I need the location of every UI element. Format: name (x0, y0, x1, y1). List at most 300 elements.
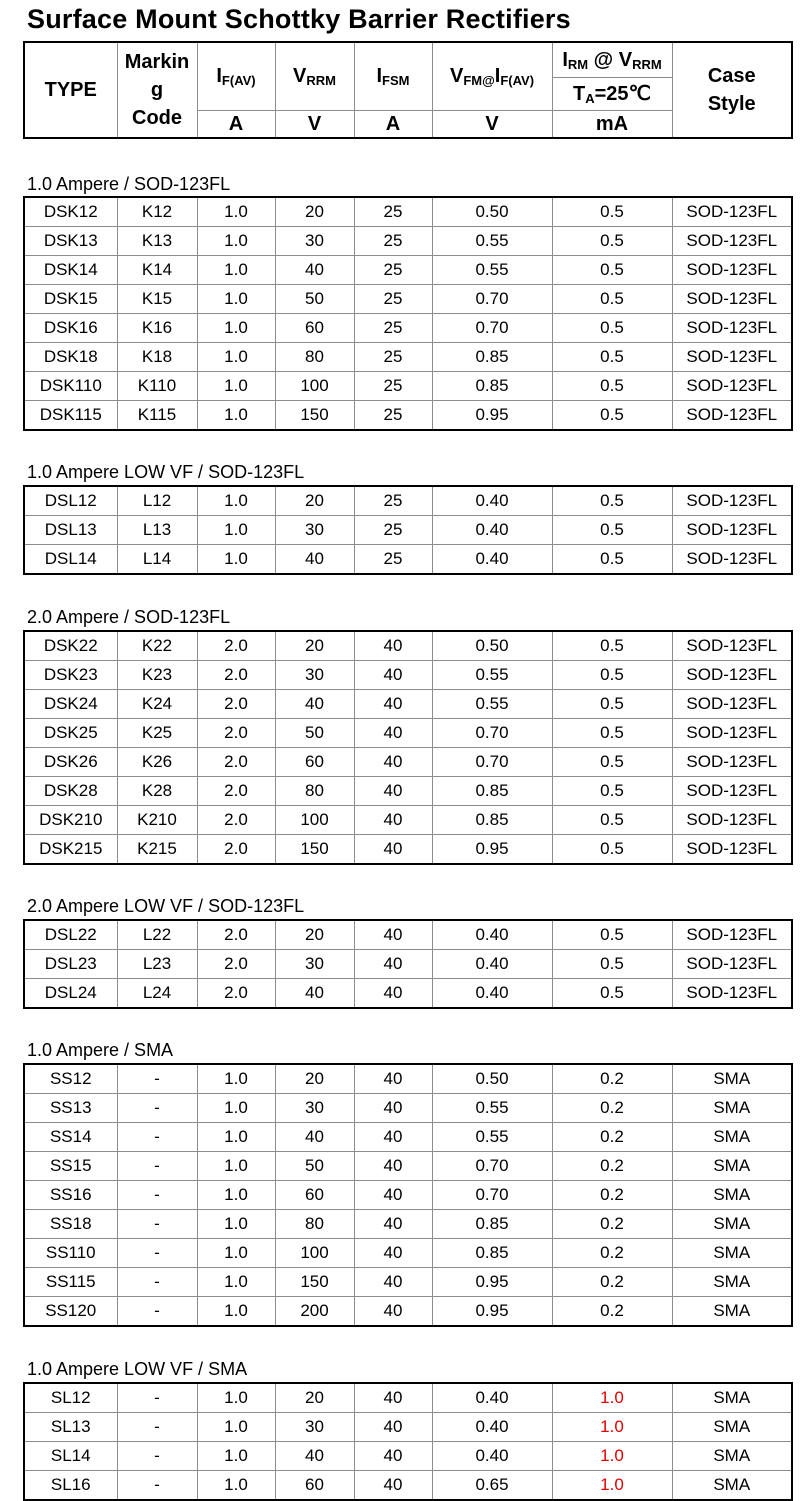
table-cell: DSL14 (24, 545, 117, 575)
table-cell: 40 (354, 1064, 432, 1094)
table-cell: 0.5 (552, 545, 672, 575)
table-cell: 1.0 (197, 1442, 275, 1471)
header-unit: mA (552, 110, 672, 138)
table-cell: - (117, 1181, 197, 1210)
table-cell: 40 (354, 631, 432, 661)
table-cell: 0.5 (552, 661, 672, 690)
table-cell: 0.2 (552, 1297, 672, 1327)
table-row (24, 197, 792, 227)
table-cell: L23 (117, 950, 197, 979)
table-cell: 150 (275, 1268, 354, 1297)
table-cell: 40 (354, 1123, 432, 1152)
table-cell: 80 (275, 1210, 354, 1239)
table-cell: 2.0 (197, 777, 275, 806)
table-cell: 40 (354, 1094, 432, 1123)
table-cell: 1.0 (197, 1413, 275, 1442)
table-row (24, 256, 792, 285)
table-cell: 20 (275, 486, 354, 516)
table-cell: 0.85 (432, 1210, 552, 1239)
table-cell: 0.55 (432, 1094, 552, 1123)
table-cell: - (117, 1297, 197, 1327)
table-cell: 20 (275, 631, 354, 661)
table-cell: SS14 (24, 1123, 117, 1152)
table-cell: 0.40 (432, 979, 552, 1009)
table-cell: 1.0 (552, 1442, 672, 1471)
table-cell: 30 (275, 1413, 354, 1442)
table-cell: K215 (117, 835, 197, 865)
table-cell: SOD-123FL (672, 343, 792, 372)
table-cell: DSK25 (24, 719, 117, 748)
table-cell: 2.0 (197, 661, 275, 690)
table-cell: SOD-123FL (672, 372, 792, 401)
table-cell: SOD-123FL (672, 690, 792, 719)
table-cell: K28 (117, 777, 197, 806)
table-cell: 1.0 (197, 372, 275, 401)
table-row (24, 661, 792, 690)
table-cell: 25 (354, 256, 432, 285)
table-cell: DSK23 (24, 661, 117, 690)
header-vrrm: $V_{RRM}$ (275, 42, 354, 110)
table-row (24, 1152, 792, 1181)
table-cell: SMA (672, 1064, 792, 1094)
table-cell: L13 (117, 516, 197, 545)
table-cell: 0.5 (552, 516, 672, 545)
table-cell: 0.70 (432, 285, 552, 314)
table-row (24, 1413, 792, 1442)
table-cell: K14 (117, 256, 197, 285)
table-cell: 0.5 (552, 920, 672, 950)
table-row (24, 516, 792, 545)
table-cell: SL16 (24, 1471, 117, 1501)
table-cell: 40 (275, 979, 354, 1009)
table-cell: 25 (354, 197, 432, 227)
table-cell: 0.70 (432, 1152, 552, 1181)
table-cell: SS15 (24, 1152, 117, 1181)
table-row (24, 314, 792, 343)
section-table (23, 919, 793, 1009)
table-cell: 1.0 (197, 314, 275, 343)
table-row (24, 1094, 792, 1123)
table-cell: 0.55 (432, 690, 552, 719)
table-cell: DSK15 (24, 285, 117, 314)
table-cell: SL13 (24, 1413, 117, 1442)
table-cell: 1.0 (197, 1239, 275, 1268)
table-cell: 1.0 (197, 227, 275, 256)
header-unit: V (432, 110, 552, 138)
table-cell: SL14 (24, 1442, 117, 1471)
table-cell: 50 (275, 285, 354, 314)
table-cell: DSK14 (24, 256, 117, 285)
section-title: 1.0 Ampere / SOD-123FL (27, 174, 231, 194)
header-unit: V (275, 110, 354, 138)
table-cell: SMA (672, 1442, 792, 1471)
table-cell: 2.0 (197, 920, 275, 950)
table-cell: 40 (354, 1413, 432, 1442)
table-cell: 1.0 (197, 1297, 275, 1327)
table-cell: SMA (672, 1268, 792, 1297)
table-cell: 40 (354, 719, 432, 748)
table-cell: 0.2 (552, 1210, 672, 1239)
table-cell: SS12 (24, 1064, 117, 1094)
table-cell: 0.5 (552, 719, 672, 748)
table-cell: SOD-123FL (672, 227, 792, 256)
header-case-style: Case Style (672, 42, 792, 138)
table-cell: SOD-123FL (672, 486, 792, 516)
table-row (24, 719, 792, 748)
table-cell: 40 (354, 748, 432, 777)
table-cell: 2.0 (197, 690, 275, 719)
table-cell: - (117, 1413, 197, 1442)
table-row (24, 285, 792, 314)
table-cell: 1.0 (197, 1123, 275, 1152)
table-cell: SOD-123FL (672, 835, 792, 865)
table-cell: 0.95 (432, 835, 552, 865)
table-cell: 40 (354, 1268, 432, 1297)
table-cell: 1.0 (197, 1383, 275, 1413)
table-cell: 0.40 (432, 1383, 552, 1413)
table-cell: 0.95 (432, 401, 552, 431)
table-cell: 0.95 (432, 1268, 552, 1297)
table-cell: 2.0 (197, 806, 275, 835)
table-cell: 60 (275, 314, 354, 343)
table-cell: 40 (354, 1210, 432, 1239)
table-cell: 25 (354, 285, 432, 314)
table-cell: 40 (275, 1123, 354, 1152)
table-cell: 0.5 (552, 777, 672, 806)
table-row (24, 1210, 792, 1239)
table-row (24, 920, 792, 950)
table-cell: 0.85 (432, 806, 552, 835)
table-cell: 40 (354, 835, 432, 865)
table-cell: - (117, 1383, 197, 1413)
table-cell: DSL24 (24, 979, 117, 1009)
table-cell: 2.0 (197, 748, 275, 777)
table-cell: SOD-123FL (672, 516, 792, 545)
table-row (24, 401, 792, 431)
table-cell: DSK28 (24, 777, 117, 806)
table-cell: 1.0 (197, 256, 275, 285)
table-row (24, 372, 792, 401)
table-cell: K18 (117, 343, 197, 372)
section-title: 2.0 Ampere LOW VF / SOD-123FL (27, 896, 305, 916)
table-cell: 0.55 (432, 256, 552, 285)
table-cell: 150 (275, 401, 354, 431)
table-cell: SMA (672, 1471, 792, 1501)
table-cell: K16 (117, 314, 197, 343)
table-row (24, 1471, 792, 1501)
table-cell: K25 (117, 719, 197, 748)
table-cell: SS115 (24, 1268, 117, 1297)
table-cell: DSL23 (24, 950, 117, 979)
table-row (24, 1181, 792, 1210)
table-cell: 100 (275, 806, 354, 835)
table-cell: 0.85 (432, 1239, 552, 1268)
table-cell: 30 (275, 1094, 354, 1123)
table-cell: 0.5 (552, 835, 672, 865)
table-cell: SMA (672, 1239, 792, 1268)
table-row (24, 343, 792, 372)
table-cell: 20 (275, 920, 354, 950)
table-cell: SS110 (24, 1239, 117, 1268)
table-cell: DSK13 (24, 227, 117, 256)
header-ifav: $I_{F(AV)}$ (197, 42, 275, 110)
table-cell: 25 (354, 516, 432, 545)
table-cell: 40 (354, 1239, 432, 1268)
table-cell: 25 (354, 343, 432, 372)
table-cell: 0.5 (552, 343, 672, 372)
table-cell: DSL13 (24, 516, 117, 545)
table-cell: 20 (275, 197, 354, 227)
table-cell: 2.0 (197, 719, 275, 748)
table-cell: K23 (117, 661, 197, 690)
table-cell: 1.0 (197, 1064, 275, 1094)
section-title: 2.0 Ampere / SOD-123FL (27, 607, 231, 627)
table-cell: 40 (275, 1442, 354, 1471)
table-cell: SOD-123FL (672, 545, 792, 575)
table-cell: K22 (117, 631, 197, 661)
table-cell: DSK210 (24, 806, 117, 835)
table-cell: K24 (117, 690, 197, 719)
table-cell: 40 (354, 1152, 432, 1181)
table-cell: 0.2 (552, 1064, 672, 1094)
table-cell: 60 (275, 748, 354, 777)
table-cell: SOD-123FL (672, 950, 792, 979)
table-cell: 25 (354, 227, 432, 256)
table-cell: K115 (117, 401, 197, 431)
table-cell: 0.2 (552, 1239, 672, 1268)
table-cell: 200 (275, 1297, 354, 1327)
table-cell: SMA (672, 1210, 792, 1239)
table-row (24, 1064, 792, 1094)
table-row (24, 806, 792, 835)
table-cell: 1.0 (197, 516, 275, 545)
table-cell: DSK18 (24, 343, 117, 372)
table-cell: 0.2 (552, 1268, 672, 1297)
table-cell: - (117, 1064, 197, 1094)
table-cell: 1.0 (197, 285, 275, 314)
section-table (23, 630, 793, 865)
table-cell: 0.55 (432, 661, 552, 690)
header-irm: $I_{RM}$ @ $V_{RRM}$ (552, 42, 672, 77)
table-cell: 20 (275, 1383, 354, 1413)
table-row (24, 1239, 792, 1268)
table-cell: 60 (275, 1471, 354, 1501)
table-row (24, 748, 792, 777)
table-cell: 30 (275, 516, 354, 545)
section-title: 1.0 Ampere LOW VF / SMA (27, 1359, 248, 1379)
table-cell: 0.2 (552, 1094, 672, 1123)
table-cell: 0.65 (432, 1471, 552, 1501)
table-row (24, 835, 792, 865)
table-cell: 0.50 (432, 197, 552, 227)
table-cell: 1.0 (197, 401, 275, 431)
table-cell: 40 (354, 690, 432, 719)
table-cell: 0.85 (432, 372, 552, 401)
section-title: 1.0 Ampere LOW VF / SOD-123FL (27, 462, 305, 482)
header-type: TYPE (24, 42, 117, 138)
table-row (24, 1268, 792, 1297)
table-cell: 50 (275, 719, 354, 748)
table-cell: K26 (117, 748, 197, 777)
table-cell: 2.0 (197, 950, 275, 979)
table-cell: K15 (117, 285, 197, 314)
table-cell: 0.5 (552, 372, 672, 401)
header-unit: A (197, 110, 275, 138)
table-cell: 100 (275, 1239, 354, 1268)
table-row (24, 1297, 792, 1327)
table-cell: 0.5 (552, 285, 672, 314)
table-row (24, 631, 792, 661)
table-cell: 1.0 (197, 1210, 275, 1239)
table-cell: 40 (354, 777, 432, 806)
table-cell: 30 (275, 950, 354, 979)
table-cell: 0.5 (552, 748, 672, 777)
table-cell: L12 (117, 486, 197, 516)
table-cell: 0.40 (432, 486, 552, 516)
table-cell: SMA (672, 1383, 792, 1413)
table-cell: 40 (354, 1471, 432, 1501)
table-cell: K13 (117, 227, 197, 256)
table-cell: DSK110 (24, 372, 117, 401)
table-row (24, 227, 792, 256)
table-cell: 1.0 (552, 1471, 672, 1501)
table-cell: L22 (117, 920, 197, 950)
table-cell: K210 (117, 806, 197, 835)
table-cell: 25 (354, 401, 432, 431)
table-row (24, 545, 792, 575)
table-cell: - (117, 1152, 197, 1181)
table-cell: 1.0 (197, 1268, 275, 1297)
table-cell: SOD-123FL (672, 631, 792, 661)
table-row (24, 1383, 792, 1413)
table-cell: SOD-123FL (672, 285, 792, 314)
table-cell: 25 (354, 486, 432, 516)
table-cell: SMA (672, 1123, 792, 1152)
table-cell: 40 (275, 545, 354, 575)
table-row (24, 979, 792, 1009)
table-cell: DSK24 (24, 690, 117, 719)
section-table (23, 485, 793, 575)
table-cell: SMA (672, 1413, 792, 1442)
table-cell: 25 (354, 314, 432, 343)
section-title: 1.0 Ampere / SMA (27, 1040, 174, 1060)
table-cell: 0.5 (552, 401, 672, 431)
table-cell: SS13 (24, 1094, 117, 1123)
table-cell: - (117, 1471, 197, 1501)
table-cell: DSL22 (24, 920, 117, 950)
table-cell: 40 (354, 1297, 432, 1327)
header-marking-code: Markin g Code (117, 42, 197, 138)
table-cell: 0.40 (432, 516, 552, 545)
table-cell: SOD-123FL (672, 256, 792, 285)
table-cell: L24 (117, 979, 197, 1009)
table-cell: SOD-123FL (672, 401, 792, 431)
table-cell: 20 (275, 1064, 354, 1094)
table-cell: 30 (275, 227, 354, 256)
table-cell: 0.5 (552, 486, 672, 516)
table-cell: 0.5 (552, 690, 672, 719)
table-cell: DSL12 (24, 486, 117, 516)
header-table (23, 41, 793, 139)
table-row (24, 690, 792, 719)
table-cell: - (117, 1239, 197, 1268)
table-cell: 40 (354, 979, 432, 1009)
table-cell: 0.5 (552, 979, 672, 1009)
table-cell: 1.0 (552, 1383, 672, 1413)
table-cell: 30 (275, 661, 354, 690)
table-cell: 40 (275, 256, 354, 285)
table-cell: SOD-123FL (672, 661, 792, 690)
table-cell: 0.70 (432, 748, 552, 777)
table-cell: DSK22 (24, 631, 117, 661)
table-cell: 2.0 (197, 979, 275, 1009)
table-cell: 0.70 (432, 719, 552, 748)
table-cell: 0.40 (432, 545, 552, 575)
table-cell: SMA (672, 1094, 792, 1123)
table-cell: 0.40 (432, 920, 552, 950)
table-cell: 40 (354, 1442, 432, 1471)
table-cell: 80 (275, 343, 354, 372)
header-ta: $T_A=25℃$ (552, 77, 672, 110)
table-cell: 1.0 (197, 486, 275, 516)
page-title: Surface Mount Schottky Barrier Rectifiers (27, 4, 571, 34)
table-cell: 2.0 (197, 835, 275, 865)
table-cell: 1.0 (197, 545, 275, 575)
table-cell: 25 (354, 545, 432, 575)
table-cell: - (117, 1094, 197, 1123)
table-cell: SS16 (24, 1181, 117, 1210)
table-cell: 0.5 (552, 256, 672, 285)
table-cell: SOD-123FL (672, 920, 792, 950)
table-cell: 0.50 (432, 1064, 552, 1094)
table-cell: 40 (275, 690, 354, 719)
section-table (23, 1382, 793, 1501)
table-cell: 1.0 (197, 1094, 275, 1123)
table-cell: DSK215 (24, 835, 117, 865)
table-cell: SOD-123FL (672, 979, 792, 1009)
table-cell: 0.55 (432, 227, 552, 256)
table-cell: 1.0 (552, 1413, 672, 1442)
section-table (23, 196, 793, 431)
table-cell: 40 (354, 920, 432, 950)
table-cell: DSK16 (24, 314, 117, 343)
table-cell: 0.5 (552, 197, 672, 227)
table-cell: K12 (117, 197, 197, 227)
table-cell: SMA (672, 1181, 792, 1210)
table-row (24, 486, 792, 516)
table-cell: SMA (672, 1297, 792, 1327)
table-row (24, 950, 792, 979)
table-cell: 0.70 (432, 1181, 552, 1210)
table-cell: 60 (275, 1181, 354, 1210)
table-cell: 2.0 (197, 631, 275, 661)
table-cell: SS18 (24, 1210, 117, 1239)
table-cell: 1.0 (197, 1471, 275, 1501)
section-table (23, 1063, 793, 1327)
table-cell: 1.0 (197, 1181, 275, 1210)
table-cell: 0.2 (552, 1123, 672, 1152)
table-cell: K110 (117, 372, 197, 401)
table-cell: 0.95 (432, 1297, 552, 1327)
table-cell: 0.2 (552, 1181, 672, 1210)
table-cell: 25 (354, 372, 432, 401)
table-cell: 0.5 (552, 314, 672, 343)
table-cell: SOD-123FL (672, 197, 792, 227)
table-cell: 0.40 (432, 950, 552, 979)
table-cell: SOD-123FL (672, 748, 792, 777)
table-cell: - (117, 1123, 197, 1152)
table-cell: L14 (117, 545, 197, 575)
